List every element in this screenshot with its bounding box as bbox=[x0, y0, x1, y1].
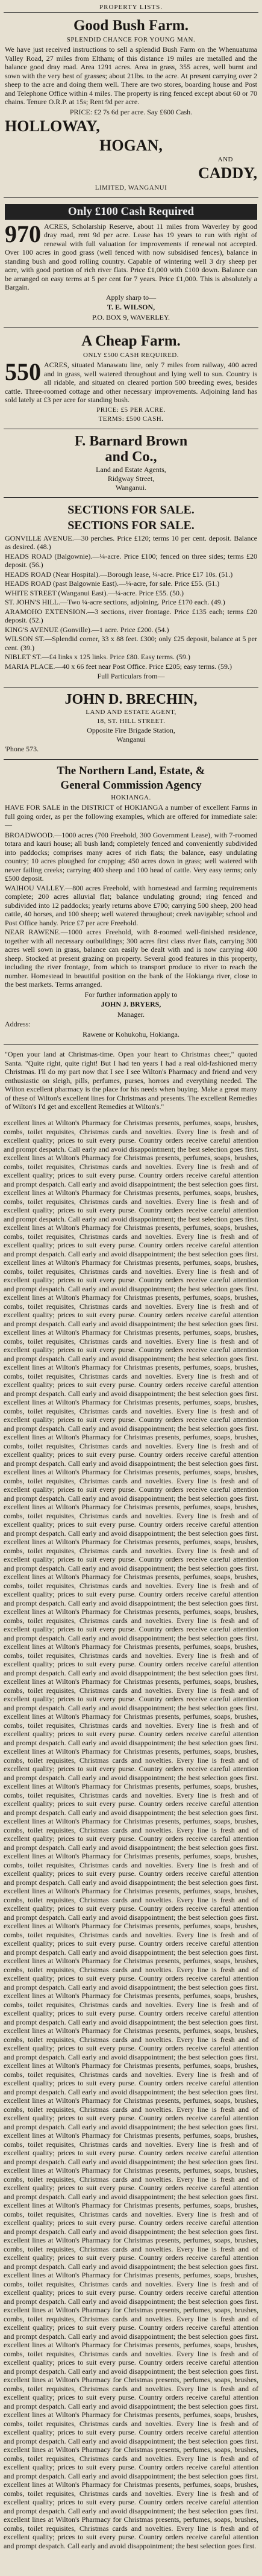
agent-line1: LAND AND ESTATE AGENT, bbox=[86, 708, 176, 716]
ad-barnard-brown bbox=[4, 429, 258, 498]
agent-name: JOHN D. BRECHIN, bbox=[64, 691, 198, 707]
agent-line2: Ridgway Street, bbox=[107, 474, 155, 483]
list-item: HEADS ROAD (past Balgownie East).—¼-acre, for sale. Price £55. (51.) bbox=[5, 579, 220, 588]
list-item: NEAR RAWENE.—1000 acres Freehold, with 8-roomed well-finished residence, together with all necessary outbuildings; 300 acres first class river flats, carrying 300 acres well sown in grass, balance can easily be dealt with and is now carrying 400 sheep. Stocked at present grazing on property. Several good features in this property, including the river frontage, from which to transport produce to river to reach the number. Homestead in beautiful position on the bank of the Hokianga river, close to the best markets. Terms arranged. bbox=[5, 928, 257, 989]
ad-northern-land-agency bbox=[4, 760, 258, 1045]
list-item: ST. JOHN'S HILL.—Two ¼-acre sections, adjoining. Price £170 each. (49.) bbox=[5, 598, 225, 606]
ad-title: Good Bush Farm. bbox=[73, 17, 189, 34]
agent-name: T. E. WILSON, bbox=[107, 303, 155, 311]
agent-address: Rawene or Kohukohu, Hokianga. bbox=[83, 1029, 179, 1038]
article-body: "Open your land at Christmas-time. Open your heart to Christmas cheer," quoted Santa. "Quite right, quite right! But I had ten years I had a real old-fashioned merry Christmas. I'll do my part now that I see I see Wilton's Pharmacy and friend and very enthusiastic on sleigh, pills, perfumes, purses, horrors and everything needed. The Wilton excellent pharmacy is the place for his needs when buying. Make a great many of these of Wilton's excellent lines for Christmas and presents. The excellent Remedies of Wilton's I'd get and excellent Remedies at Wilton's." bbox=[5, 1050, 257, 1111]
agent-line3: Opposite Fire Brigade Station, bbox=[87, 725, 175, 734]
ad-subtitle: SPLENDID CHANCE FOR YOUNG MAN. bbox=[66, 36, 196, 43]
list-item: KING'S AVENUE (Gonville).—1 acre. Price £200. (54.) bbox=[5, 625, 169, 634]
agent-limited: LIMITED, WANGANUI bbox=[95, 184, 167, 191]
apply-line: Apply sharp to— bbox=[105, 293, 157, 302]
agent-address: P.O. BOX 9, WAVERLEY. bbox=[92, 312, 170, 321]
list-item: WAIHOU VALLEY.—800 acres Freehold, with homestead and farming requirements complete; 200 acres alluvial flat; balance undulating ground; ring fenced and subdivided into 12 paddocks; yearly returns above £700; carrying 500 sheep, 200 head cattle, 40 horses, and 100 sheep; well watered throughout; creek navigable; school and Post Office handy. Price £7 per acre Freehold. bbox=[5, 883, 257, 927]
agent-line3: Wanganui. bbox=[115, 483, 147, 492]
ad-price: PRICE: £2 7s 6d per acre. Say £600 Cash. bbox=[69, 107, 193, 116]
list-item: ARAMOHO EXTENSION.—3 sections, river frontage. Price £135 each; terms £20 deposit. (52.) bbox=[5, 607, 257, 624]
article-christmas bbox=[4, 1045, 258, 1117]
ad-only-100-cash bbox=[4, 198, 258, 329]
ad-brechin bbox=[4, 687, 258, 760]
ad-title-line1: The Northern Land, Estate, & bbox=[57, 765, 205, 777]
agent-hogan: HOGAN, bbox=[99, 136, 163, 154]
agent-name-line2: and Co., bbox=[105, 448, 157, 465]
ad-title-repeat: SECTIONS FOR SALE. bbox=[67, 518, 195, 532]
list-item: WHITE STREET (Wanganui East).—¼-acre. Price £55. (50.) bbox=[5, 588, 184, 597]
ad-body: ACRES, Scholarship Reserve, about 11 miles from Waverley by good dray road, rent 9d per acre. Lease has 19 years to run with right of renewal with full valuation for improvements if renewal not accepted. Over 100 acres in good grass (well fenced with now subsidised fences), balance in standing bush and good rolling country. Capable of wintering well 3 dry sheep per acre, with good portion of rich river flats. Price £1,000 with £100 down. Balance can be arranged on easy terms at 5 per cent for 7 years. Price £1,000. This is absolutely a Bargain. bbox=[5, 222, 257, 291]
agent-line4: Wanganui bbox=[116, 734, 146, 743]
ad-place: HOKIANGA. bbox=[111, 794, 151, 801]
agent-role: Manager. bbox=[117, 1010, 145, 1019]
agent-name-line1: F. Barnard Brown bbox=[74, 433, 188, 449]
ad-body: We have just received instructions to sell a splendid Bush Farm on the Whenuatuma Valley Road, 27 miles from Eltham; of this distance 19 miles are metalled and the balance good dray road. Area 1291 acres. Area in grass, 355 acres, well burnt and sown with the very best of grasses; about 21lbs. to the acre. At present carrying over 2 sheep to the acre and doing them well. There are two stores, boarding house and Post and Telephone Office within 4 miles. The property is ring fenced except about 60 or 70 chains. Tenure O.R.P. at 15s; Rent 9d per acre. bbox=[5, 45, 257, 106]
agent-phone: 'Phone 573. bbox=[5, 744, 39, 753]
article-continuation-text: excellent lines at Wilton's Pharmacy for Christmas presents, perfumes, soaps, brushes, combs, toilet requisites, Christmas cards and novelties. Every line is fresh and of excellent quality; prices to suit every purse. Country orders receive careful attention and prompt despatch. Call early and avoid disappointment; the best selection goes first. excellent lines at Wilton's Pharmacy for Christmas presents, perfumes, soaps, brushes, combs, toilet requisites, Christmas cards and novelties. Every line is fresh and of excellent quality; prices to suit every purse. Country orders receive careful attention and prompt despatch. Call early and avoid disappointment; the best selection goes first. excellent lines at Wilton's Pharmacy for Christmas presents, perfumes, soaps, brushes, combs, toilet requisites, Christmas cards and novelties. Every line is fresh and of excellent quality; prices to suit every purse. Country orders receive careful attention and prompt despatch. Call early and avoid disappointment; the best selection goes first. excellent lines at Wilton's Pharmacy for Christmas presents, perfumes, soaps, brushes, combs, toilet requisites, Christmas cards and novelties. Every line is fresh and of excellent quality; prices to suit every purse. Country orders receive careful attention and prompt despatch. Call early and avoid disappointment; the best selection goes first. excellent lines at Wilton's Pharmacy for Christmas presents, perfumes, soaps, brushes, combs, toilet requisites, Christmas cards and novelties. Every line is fresh and of excellent quality; prices to suit every purse. Country orders receive careful attention and prompt despatch. Call early and avoid disappointment; the best selection goes first. excellent lines at Wilton's Pharmacy for Christmas presents, perfumes, soaps, brushes, combs, toilet requisites, Christmas cards and novelties. Every line is fresh and of excellent quality; prices to suit every purse. Country orders receive careful attention and prompt despatch. Call early and avoid disappointment; the best selection goes first. excellent lines at Wilton's Pharmacy for Christmas presents, perfumes, soaps, brushes, combs, toilet requisites, Christmas cards and novelties. Every line is fresh and of excellent quality; prices to suit every purse. Country orders receive careful attention and prompt despatch. Call early and avoid disappointment; the best selection goes first. excellent lines at Wilton's Pharmacy for Christmas presents, perfumes, soaps, brushes, combs, toilet requisites, Christmas cards and novelties. Every line is fresh and of excellent quality; prices to suit every purse. Country orders receive careful attention and prompt despatch. Call early and avoid disappointment; the best selection goes first. excellent lines at Wilton's Pharmacy for Christmas presents, perfumes, soaps, brushes, combs, toilet requisites, Christmas cards and novelties. Every line is fresh and of excellent quality; prices to suit every purse. Country orders receive careful attention and prompt despatch. Call early and avoid disappointment; the best selection goes first. excellent lines at Wilton's Pharmacy for Christmas presents, perfumes, soaps, brushes, combs, toilet requisites, Christmas cards and novelties. Every line is fresh and of excellent quality; prices to suit every purse. Country orders receive careful attention and prompt despatch. Call early and avoid disappointment; the best selection goes first. excellent lines at Wilton's Pharmacy for Christmas presents, perfumes, soaps, brushes, combs, toilet requisites, Christmas cards and novelties. Every line is fresh and of excellent quality; prices to suit every purse. Country orders receive careful attention and prompt despatch. Call early and avoid disappointment; the best selection goes first. excellent lines at Wilton's Pharmacy for Christmas presents, perfumes, soaps, brushes, combs, toilet requisites, Christmas cards and novelties. Every line is fresh and of excellent quality; prices to suit every purse. Country orders receive careful attention and prompt despatch. Call early and avoid disappointment; the best selection goes first. excellent lines at Wilton's Pharmacy for Christmas presents, perfumes, soaps, brushes, combs, toilet requisites, Christmas cards and novelties. Every line is fresh and of excellent quality; prices to suit every purse. Country orders receive careful attention and prompt despatch. Call early and avoid disappointment; the best selection goes first. excellent lines at Wilton's Pharmacy for Christmas presents, perfumes, soaps, brushes, combs, toilet requisites, Christmas cards and novelties. Every line is fresh and of excellent quality; prices to suit every purse. Country orders receive careful attention and prompt despatch. Call early and avoid disappointment; the best selection goes first. excellent lines at Wilton's Pharmacy for Christmas presents, perfumes, soaps, brushes, combs, toilet requisites, Christmas cards and novelties. Every line is fresh and of excellent quality; prices to suit every purse. Country orders receive careful attention and prompt despatch. Call early and avoid disappointment; the best selection goes first. excellent lines at Wilton's Pharmacy for Christmas presents, perfumes, soaps, brushes, combs, toilet requisites, Christmas cards and novelties. Every line is fresh and of excellent quality; prices to suit every purse. Country orders receive careful attention and prompt despatch. Call early and avoid disappointment; the best selection goes first. excellent lines at Wilton's Pharmacy for Christmas presents, perfumes, soaps, brushes, combs, toilet requisites, Christmas cards and novelties. Every line is fresh and of excellent quality; prices to suit every purse. Country orders receive careful attention and prompt despatch. Call early and avoid disappointment; the best selection goes first. excellent lines at Wilton's Pharmacy for Christmas presents, perfumes, soaps, brushes, combs, toilet requisites, Christmas cards and novelties. Every line is fresh and of excellent quality; prices to suit every purse. Country orders receive careful attention and prompt despatch. Call early and avoid disappointment; the best selection goes first. excellent lines at Wilton's Pharmacy for Christmas presents, perfumes, soaps, brushes, combs, toilet requisites, Christmas cards and novelties. Every line is fresh and of excellent quality; prices to suit every purse. Country orders receive careful attention and prompt despatch. Call early and avoid disappointment; the best selection goes first. excellent lines at Wilton's Pharmacy for Christmas presents, perfumes, soaps, brushes, combs, toilet requisites, Christmas cards and novelties. Every line is fresh and of excellent quality; prices to suit every purse. Country orders receive careful attention and prompt despatch. Call early and avoid disappointment; the best selection goes first. excellent lines at Wilton's Pharmacy for Christmas presents, perfumes, soaps, brushes, combs, toilet requisites, Christmas cards and novelties. Every line is fresh and of excellent quality; prices to suit every purse. Country orders receive careful attention and prompt despatch. Call early and avoid disappointment; the best selection goes first. excellent lines at Wilton's Pharmacy for Christmas presents, perfumes, soaps, brushes, combs, toilet requisites, Christmas cards and novelties. Every line is fresh and of excellent quality; prices to suit every purse. Country orders receive careful attention and prompt despatch. Call early and avoid disappointment; the best selection goes first. excellent lines at Wilton's Pharmacy for Christmas presents, perfumes, soaps, brushes, combs, toilet requisites, Christmas cards and novelties. Every line is fresh and of excellent quality; prices to suit every purse. Country orders receive careful attention and prompt despatch. Call early and avoid disappointment; the best selection goes first. excellent lines at Wilton's Pharmacy for Christmas presents, perfumes, soaps, brushes, combs, toilet requisites, Christmas cards and novelties. Every line is fresh and of excellent quality; prices to suit every purse. Country orders receive careful attention and prompt despatch. Call early and avoid disappointment; the best selection goes first. excellent lines at Wilton's Pharmacy for Christmas presents, perfumes, soaps, brushes, combs, toilet requisites, Christmas cards and novelties. Every line is fresh and of excellent quality; prices to suit every purse. Country orders receive careful attention and prompt despatch. Call early and avoid disappointment; the best selection goes first. excellent lines at Wilton's Pharmacy for Christmas presents, perfumes, soaps, brushes, combs, toilet requisites, Christmas cards and novelties. Every line is fresh and of excellent quality; prices to suit every purse. Country orders receive careful attention and prompt despatch. Call early and avoid disappointment; the best selection goes first. excellent lines at Wilton's Pharmacy for Christmas presents, perfumes, soaps, brushes, combs, toilet requisites, Christmas cards and novelties. Every line is fresh and of excellent quality; prices to suit every purse. Country orders receive careful attention and prompt despatch. Call early and avoid disappointment; the best selection goes first. excellent lines at Wilton's Pharmacy for Christmas presents, perfumes, soaps, brushes, combs, toilet requisites, Christmas cards and novelties. Every line is fresh and of excellent quality; prices to suit every purse. Country orders receive careful attention and prompt despatch. Call early and avoid disappointment; the best selection goes first. excellent lines at Wilton's Pharmacy for Christmas presents, perfumes, soaps, brushes, combs, toilet requisites, Christmas cards and novelties. Every line is fresh and of excellent quality; prices to suit every purse. Country orders receive careful attention and prompt despatch. Call early and avoid disappointment; the best selection goes first. excellent lines at Wilton's Pharmacy for Christmas presents, perfumes, soaps, brushes, combs, toilet requisites, Christmas cards and novelties. Every line is fresh and of excellent quality; prices to suit every purse. Country orders receive careful attention and prompt despatch. Call early and avoid disappointment; the best selection goes first. excellent lines at Wilton's Pharmacy for Christmas presents, perfumes, soaps, brushes, combs, toilet requisites, Christmas cards and novelties. Every line is fresh and of excellent quality; prices to suit every purse. Country orders receive careful attention and prompt despatch. Call early and avoid disappointment; the best selection goes first. excellent lines at Wilton's Pharmacy for Christmas presents, perfumes, soaps, brushes, combs, toilet requisites, Christmas cards and novelties. Every line is fresh and of excellent quality; prices to suit every purse. Country orders receive careful attention and prompt despatch. Call early and avoid disappointment; the best selection goes first. excellent lines at Wilton's Pharmacy for Christmas presents, perfumes, soaps, brushes, combs, toilet requisites, Christmas cards and novelties. Every line is fresh and of excellent quality; prices to suit every purse. Country orders receive careful attention and prompt despatch. Call early and avoid disappointment; the best selection goes first. excellent lines at Wilton's Pharmacy for Christmas presents, perfumes, soaps, brushes, combs, toilet requisites, Christmas cards and novelties. Every line is fresh and of excellent quality; prices to suit every purse. Country orders receive careful attention and prompt despatch. Call early and avoid disappointment; the best selection goes first. excellent lines at Wilton's Pharmacy for Christmas presents, perfumes, soaps, brushes, combs, toilet requisites, Christmas cards and novelties. Every line is fresh and of excellent quality; prices to suit every purse. Country orders receive careful attention and prompt despatch. Call early and avoid disappointment; the best selection goes first. excellent lines at Wilton's Pharmacy for Christmas presents, perfumes, soaps, brushes, combs, toilet requisites, Christmas cards and novelties. Every line is fresh and of excellent quality; prices to suit every purse. Country orders receive careful attention and prompt despatch. Call early and avoid disappointment; the best selection goes first. excellent lines at Wilton's Pharmacy for Christmas presents, perfumes, soaps, brushes, combs, toilet requisites, Christmas cards and novelties. Every line is fresh and of excellent quality; prices to suit every purse. Country orders receive careful attention and prompt despatch. Call early and avoid disappointment; the best selection goes first. excellent lines at Wilton's Pharmacy for Christmas presents, perfumes, soaps, brushes, combs, toilet requisites, Christmas cards and novelties. Every line is fresh and of excellent quality; prices to suit every purse. Country orders receive careful attention and prompt despatch. Call early and avoid disappointment; the best selection goes first. excellent lines at Wilton's Pharmacy for Christmas presents, perfumes, soaps, brushes, combs, toilet requisites, Christmas cards and novelties. Every line is fresh and of excellent quality; prices to suit every purse. Country orders receive careful attention and prompt despatch. Call early and avoid disappointment; the best selection goes first. excellent lines at Wilton's Pharmacy for Christmas presents, perfumes, soaps, brushes, combs, toilet requisites, Christmas cards and novelties. Every line is fresh and of excellent quality; prices to suit every purse. Country orders receive careful attention and prompt despatch. Call early and avoid disappointment; the best selection goes first. excellent lines at Wilton's Pharmacy for Christmas presents, perfumes, soaps, brushes, combs, toilet requisites, Christmas cards and novelties. Every line is fresh and of excellent quality; prices to suit every purse. Country orders receive careful attention and prompt despatch. Call early and avoid disappointment; the best selection goes first. bbox=[4, 1119, 258, 2550]
list-item: GONVILLE AVENUE.—30 perches. Price £120; terms 10 per cent. deposit. Balance as desired. (48.) bbox=[5, 533, 257, 551]
newspaper-page bbox=[4, 4, 258, 2569]
ad-title: A Cheap Farm. bbox=[81, 333, 181, 349]
ad-good-bush-farm bbox=[4, 13, 258, 198]
article-continuation bbox=[4, 1119, 258, 2569]
agent-caddy: CADDY, bbox=[198, 164, 257, 182]
agent-and: AND bbox=[217, 155, 233, 163]
further-line: For further information apply to bbox=[84, 990, 178, 999]
list-item: HEADS ROAD (Near Hospital).—Borough lease, ¼-acre. Price £17 10s. (51.) bbox=[5, 570, 233, 579]
particulars-line: Full Particulars from— bbox=[97, 672, 165, 680]
ad-body: ACRES, situated Manawatu line, only 7 miles from railway, 400 acred and in grass, well watered throughout and lying well to sun. Country is all ridable, and situated on cleared portion 500 breeding ewes, besides cattle. Three-roomed cottage and other necessary improvements. Adjoining land has sold lately at £3 per acre for standing bush. bbox=[5, 361, 257, 404]
list-item: HEADS ROAD (Balgownie).—¼-acre. Price £100; fenced on three sides; terms £20 deposit. (56.) bbox=[5, 551, 257, 569]
list-item: WILSON ST.—Splendid corner, 33 x 88 feet. £300; only £25 deposit, balance at 5 per cent. (39.) bbox=[5, 635, 257, 652]
agent-holloway: HOLLOWAY, bbox=[5, 117, 100, 135]
acreage-number: 550 bbox=[5, 358, 41, 385]
ad-banner: Only £100 Cash Required bbox=[5, 204, 257, 220]
ad-sections-for-sale bbox=[4, 498, 258, 687]
list-item: BROADWOOD.—1000 acres (700 Freehold, 300 Government Lease), with 7-roomed totara and kauri house; all bush land; completely fenced and conveniently subdivided into paddocks; comprises many acres of rich flats; the balance, easy undulating country; 10 acres ploughed for cropping; 450 acres down in grass; well watered with never failing creeks; carrying 400 sheep and 100 head of cattle. Very easy terms; only £500 deposit. bbox=[5, 830, 257, 883]
page-header: PROPERTY LISTS. bbox=[4, 4, 258, 13]
list-item: MARIA PLACE.—40 x 66 feet near Post Office. Price £205; easy terms. (59.) bbox=[5, 662, 232, 671]
ad-terms: TERMS: £500 CASH. bbox=[98, 415, 164, 423]
agent-address-label: Address: bbox=[5, 1020, 31, 1028]
acreage-number: 970 bbox=[5, 220, 41, 247]
ad-cheap-farm bbox=[4, 328, 258, 429]
ad-title: SECTIONS FOR SALE. bbox=[67, 503, 195, 517]
ad-intro: HAVE FOR SALE in the DISTRICT of HOKIANGA a number of excellent Farms in full going order, as per the following examples, which are offered for immediate sale:— bbox=[5, 803, 257, 829]
farms-list bbox=[5, 831, 257, 989]
sections-list bbox=[5, 534, 257, 671]
agent-line2: 18, ST. HILL STREET. bbox=[96, 717, 166, 725]
list-item: NIBLET ST.—£4 links x 125 links. Price £80. Easy terms. (59.) bbox=[5, 653, 190, 661]
agent-name: JOHN J. BRYERS, bbox=[101, 1000, 161, 1008]
ad-price: PRICE: £5 PER ACRE. bbox=[96, 406, 166, 414]
ad-subtitle: ONLY £500 CASH REQUIRED. bbox=[83, 352, 179, 359]
agent-line1: Land and Estate Agents, bbox=[96, 465, 166, 474]
ad-title-line2: General Commission Agency bbox=[60, 779, 202, 792]
